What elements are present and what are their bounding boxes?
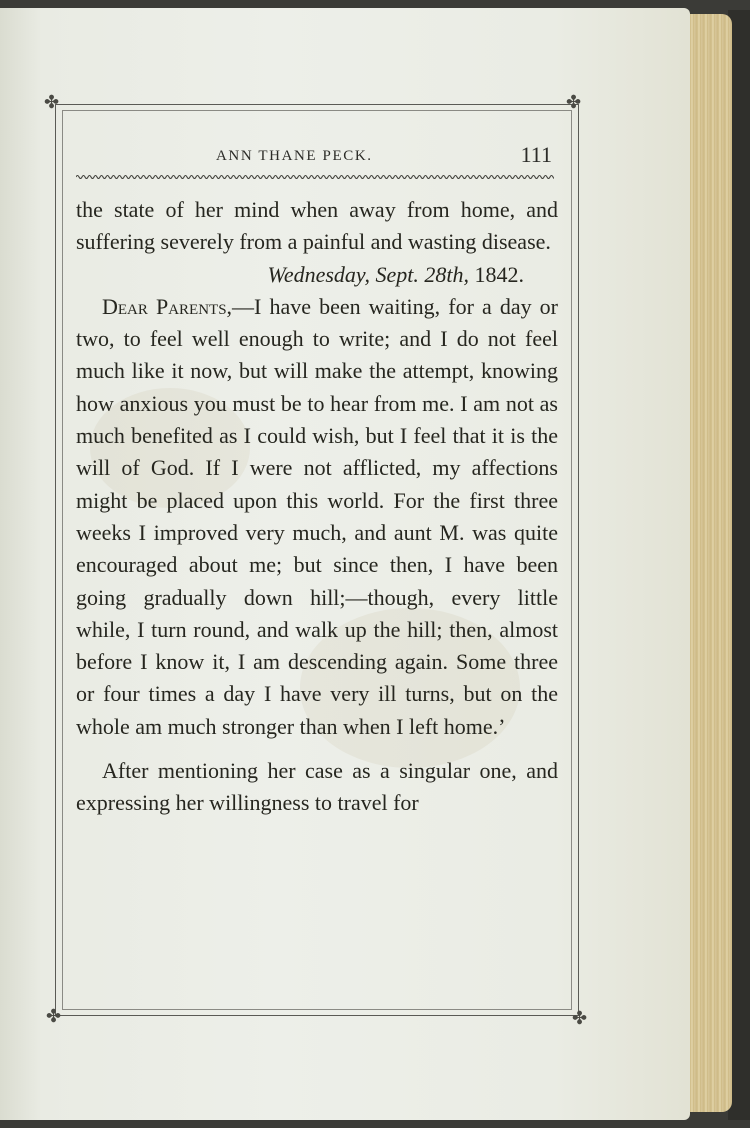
running-head: [76, 142, 556, 172]
dateline: [76, 259, 558, 291]
dateline-year: 1842.: [474, 261, 524, 287]
letter-salutation: Dear Parents,: [102, 293, 233, 319]
page-number: 111: [520, 142, 552, 167]
corner-ornament-icon: ✤: [572, 1008, 588, 1029]
corner-ornament-icon: ✤: [566, 92, 582, 113]
wavy-rule: [76, 172, 554, 182]
corner-ornament-icon: ✤: [46, 1006, 62, 1027]
dateline-date: 28th,: [424, 261, 469, 287]
closing-paragraph: After mentioning her case as a singular one, and expressing her willingness to travel for: [76, 758, 558, 816]
opening-paragraph: the state of her mind when away from home, and suffering severely from a painful and wasting disease.: [76, 197, 558, 255]
corner-ornament-icon: ✤: [44, 92, 60, 113]
running-title: ANN THANE PECK.: [216, 148, 373, 164]
letter-paragraph: [76, 291, 558, 743]
dateline-day: Wednesday,: [267, 261, 370, 287]
letter-text: —I have been waiting, for a day or two, to feel well enough to write; and I do not feel much like it now, but will make the attempt, knowing how anxious you must be to hear from me. I am not as much benefited as I could wish, but I feel that it is the will of God. If I were not afflicted, my affections might be placed upon this world. For the first three weeks I improved very much, and aunt M. was quite encouraged about me; but since then, I have been going gradually down hill;—though, every little while, I turn round, and walk up the hill; then, almost before I know it, I am descending again. Some three or four times a day I have very ill turns, but on the whole am much stronger than when I left home.’: [76, 293, 558, 739]
dateline-month: Sept.: [375, 261, 419, 287]
body-text: [76, 194, 558, 820]
